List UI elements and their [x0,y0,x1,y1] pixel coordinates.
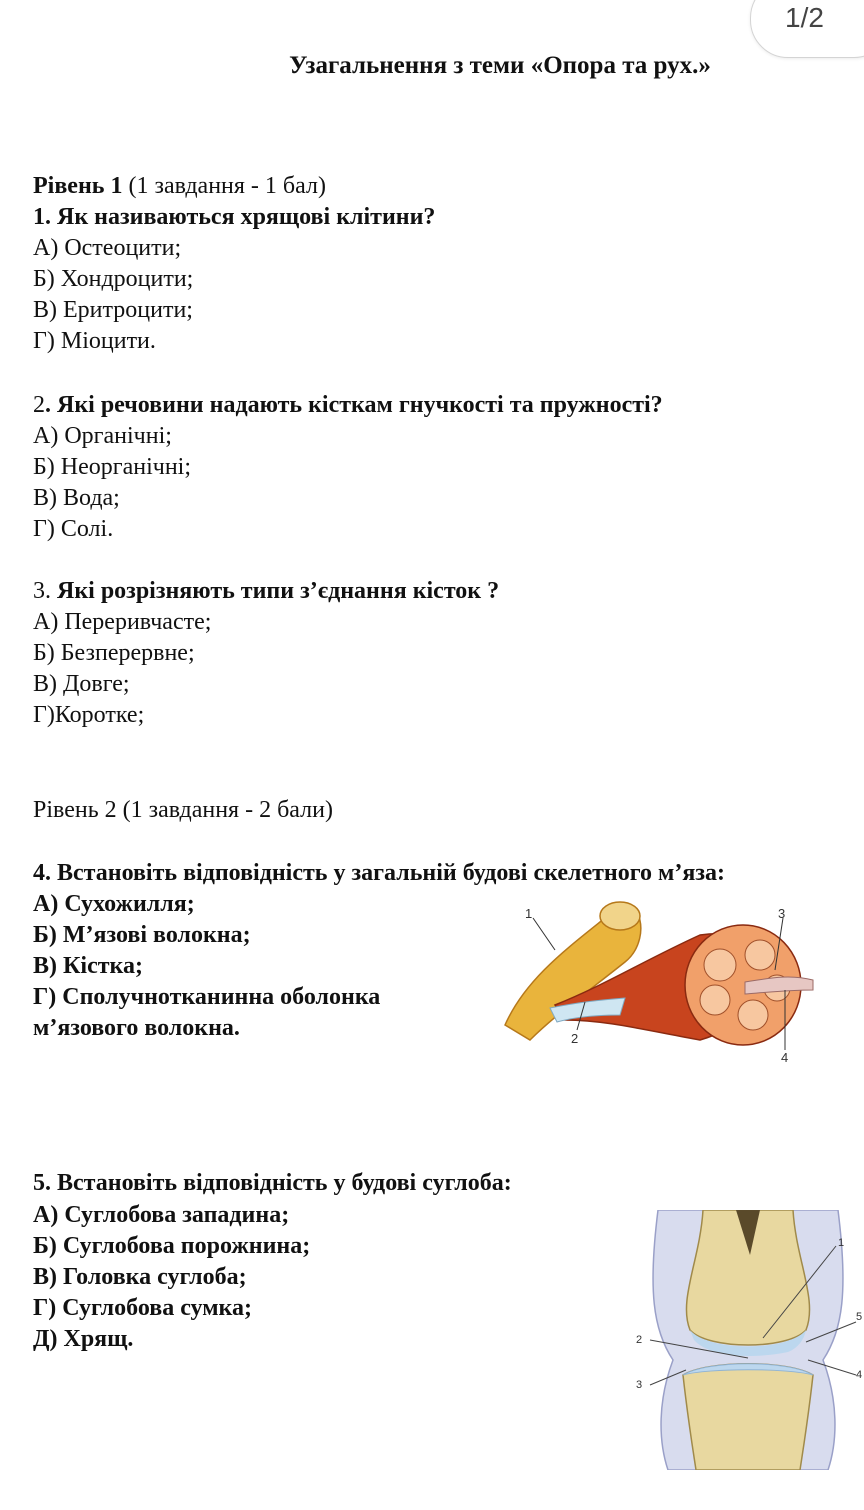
muscle-label-1: 1 [525,906,533,921]
joint-label-1: 1 [838,1237,845,1249]
q2-option-c: В) Вода; [33,485,120,511]
q2-text: . Які речовини надають кісткам гнучкості та пружності? [45,392,663,418]
level1-label: Рівень 1 [33,173,123,199]
q3-text: Які розрізняють типи з’єднання кісток ? [51,578,500,604]
q4-option-d-cont: м’язового волокна. [33,1015,240,1041]
q5-option-e: Д) Хрящ. [33,1326,134,1352]
muscle-label-3: 3 [778,906,786,921]
q4-option-c: В) Кістка; [33,953,143,979]
q3-number: 3. [33,578,51,604]
q1-question [33,202,435,232]
fiber-bundle [700,985,730,1015]
q5-option-c: В) Головка суглоба; [33,1264,247,1290]
q2-option-b: Б) Неорганічні; [33,454,192,480]
q4-question: 4. Встановіть відповідність у загальній будові скелетного м’яза: [33,860,725,886]
q1-number: 1. [33,204,51,230]
page-indicator [750,0,864,58]
q1-text: Як називаються хрящові клітини? [51,204,436,230]
q4-option-b: Б) М’язові волокна; [33,922,251,948]
joint-label-5: 5 [856,1311,863,1323]
muscle-label-2: 2 [571,1031,579,1046]
q3-option-c: В) Довге; [33,671,130,697]
q4-option-a: А) Сухожилля; [33,891,195,917]
level1-heading [33,171,326,201]
q2-option-d: Г) Солі. [33,516,114,542]
q2-number: 2 [33,392,45,418]
q5-question: 5. Встановіть відповідність у будові суглоба: [33,1170,512,1196]
q5-option-a: А) Суглобова западина; [33,1202,290,1228]
q1-option-c: В) Еритроцити; [33,297,193,323]
joint-label-3: 3 [636,1379,643,1391]
fiber-bundle [704,949,736,981]
joint-label-2: 2 [636,1334,643,1346]
q3-option-d: Г)Коротке; [33,702,145,728]
q1-option-b: Б) Хондроцити; [33,266,194,292]
q2-question [33,390,663,420]
document-title: Узагальнення з теми «Опора та рух.» [289,52,711,79]
q2-option-a: А) Органічні; [33,423,172,449]
q3-option-a: А) Переривчасте; [33,609,212,635]
q5-option-b: Б) Суглобова порожнина; [33,1233,311,1259]
q3-question [33,576,499,606]
q5-option-d: Г) Суглобова сумка; [33,1295,253,1321]
level1-detail: (1 завдання - 1 бал) [122,173,326,199]
leader-line-1 [533,918,555,950]
joint-structure-diagram [628,1210,864,1470]
q1-option-a: А) Остеоцити; [33,235,182,261]
page-number: 1/2 [785,2,824,33]
fiber-bundle [745,940,775,970]
fiber-bundle [738,1000,768,1030]
q4-option-d: Г) Сполучнотканинна оболонка [33,984,381,1010]
bone-end [600,902,640,930]
q3-option-b: Б) Безперервне; [33,640,195,666]
muscle-structure-diagram [495,890,825,1070]
level2-heading: Рівень 2 (1 завдання - 2 бали) [33,797,333,823]
q1-option-d: Г) Міоцити. [33,328,156,354]
muscle-label-4: 4 [781,1050,789,1065]
joint-label-4: 4 [856,1369,863,1381]
lower-bone [683,1364,813,1470]
